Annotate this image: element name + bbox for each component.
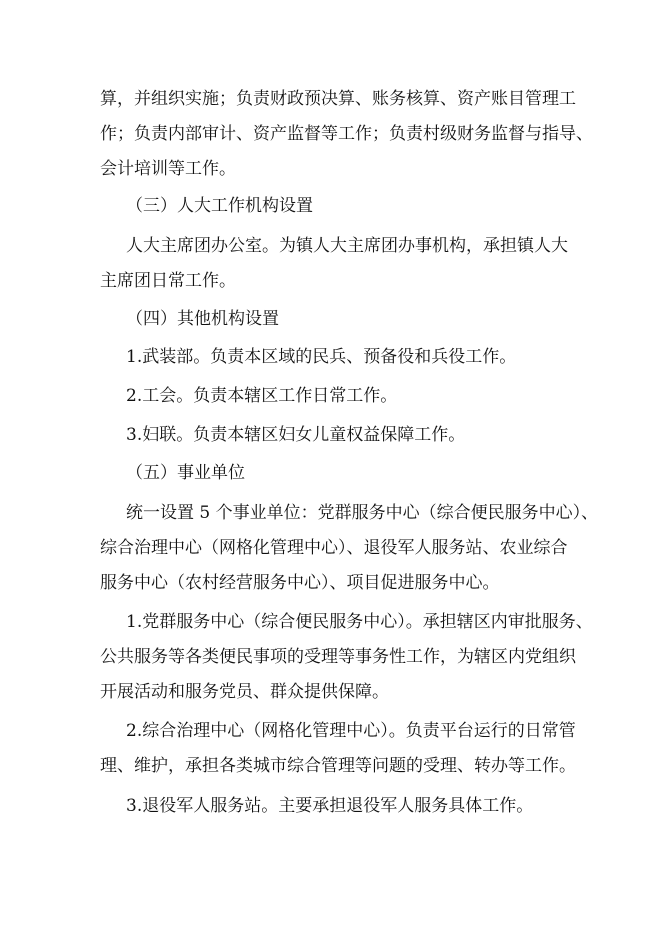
paragraph-line: 理、维护，承担各类城市综合管理等问题的受理、转办等工作。 <box>100 756 576 776</box>
paragraph-line: 开展活动和服务党员、群众提供保障。 <box>100 682 389 702</box>
paragraph-line: 主席团日常工作。 <box>100 271 236 291</box>
paragraph-line: 服务中心（农村经营服务中心）、项目促进服务中心。 <box>100 573 500 593</box>
list-item: 2.工会。负责本辖区工作日常工作。 <box>126 386 398 406</box>
section-heading: （四）其他机构设置 <box>126 309 279 329</box>
list-item: 2.综合治理中心（网格化管理中心）。负责平台运行的日常管 <box>126 721 576 741</box>
paragraph-line: 算，并组织实施；负责财政预决算、账务核算、资产账目管理工 <box>100 89 576 109</box>
paragraph-line: 会计培训等工作。 <box>100 159 236 179</box>
list-item: 3.妇联。负责本辖区妇女儿童权益保障工作。 <box>126 425 466 445</box>
paragraph-line: 统一设置 5 个事业单位：党群服务中心（综合便民服务中心）、 <box>126 503 599 523</box>
list-item: 1.党群服务中心（综合便民服务中心）。承担辖区内审批服务、 <box>126 612 593 632</box>
paragraph-line: 公共服务等各类便民事项的受理等事务性工作，为辖区内党组织 <box>100 647 576 667</box>
paragraph-line: 综合治理中心（网格化管理中心）、退役军人服务站、农业综合 <box>100 538 568 558</box>
section-heading: （五）事业单位 <box>126 463 245 483</box>
list-item: 1.武装部。负责本区域的民兵、预备役和兵役工作。 <box>126 347 517 367</box>
list-item: 3.退役军人服务站。主要承担退役军人服务具体工作。 <box>126 796 534 816</box>
paragraph-line: 人大主席团办公室。为镇人大主席团办事机构，承担镇人大 <box>126 236 568 256</box>
section-heading: （三）人大工作机构设置 <box>126 196 313 216</box>
paragraph-line: 作；负责内部审计、资产监督等工作；负责村级财务监督与指导、 <box>100 124 593 144</box>
